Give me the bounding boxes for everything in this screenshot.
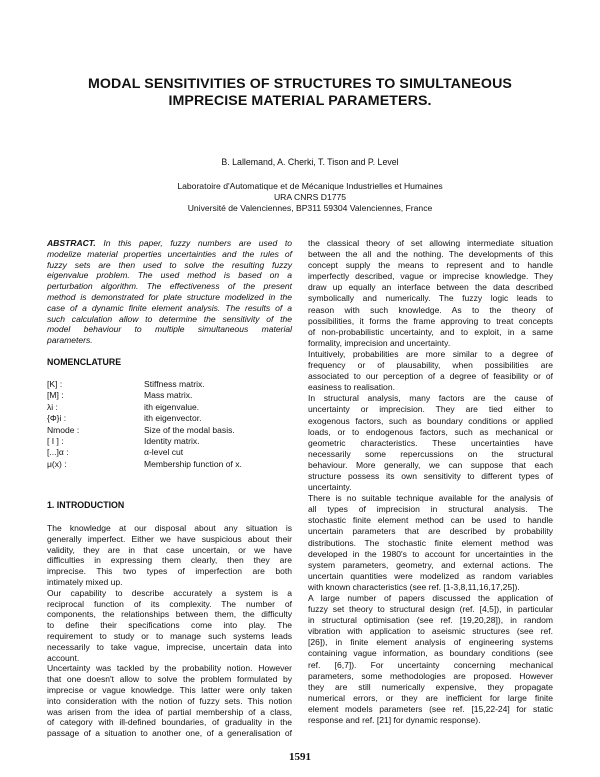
text-line: difficulties in expressing them clearly, then they are	[47, 555, 292, 566]
nomenclature-item	[47, 379, 292, 390]
abstract	[47, 238, 292, 346]
paragraph	[308, 393, 553, 493]
title-line: MODAL SENSITIVITIES OF STRUCTURES TO SIMULTANEOUS	[88, 76, 512, 92]
text-line: structure possess its own sensitivity to different types of	[308, 470, 553, 481]
text-line: Uncertainty was tackled by the probability notion. However	[47, 663, 292, 674]
nomenclature-symbol: Nmode :	[47, 424, 80, 435]
text-line: case of a dynamic finite element analysis. The results of a	[47, 302, 292, 313]
nomenclature-symbol: μ(x) :	[47, 458, 67, 469]
text-line: of category with ill-defined boundaries, of graduality in the	[47, 717, 292, 728]
text-line: distributions. The stochastic finite element method was	[308, 537, 553, 548]
text-line: imperfectly described, vague or imprecise knowledge. They	[308, 271, 553, 282]
text-line: such calculation allow to determine the sensitivity of the	[47, 313, 292, 324]
affiliation-line: Université de Valenciennes, BP311 59304 Valenciennes, France	[187, 202, 433, 213]
nomenclature-item	[47, 447, 292, 458]
text-line: [26]), in finite element analysis of engineering systems	[308, 637, 553, 648]
paper-title	[0, 76, 600, 110]
nomenclature-item	[47, 425, 292, 436]
text-line: There is no suitable technique available for the analysis of	[308, 493, 553, 504]
nomenclature-item	[47, 459, 292, 470]
paragraph	[47, 588, 292, 664]
paragraph	[308, 238, 553, 349]
text-line: vibration with application to aseismic structures (see ref.	[308, 626, 553, 637]
text-line: element models parameters (see ref. [15,22-24] for static	[308, 703, 553, 714]
nomenclature-description: ith eigenvalue.	[144, 401, 200, 412]
text-line: response and ref. [21] for dynamic response).	[308, 715, 481, 726]
introduction-text-right	[308, 238, 553, 726]
nomenclature-description: Size of the modal basis.	[144, 424, 235, 435]
text-line: reason with such knowledge. As to the theory of	[308, 304, 553, 315]
text-line: components, the relationships between them, the difficulty	[47, 609, 292, 620]
text-line: loads, or to endogenous factors, such as mechanical or	[308, 426, 553, 437]
paragraph	[308, 593, 553, 726]
text-line: they are still numerically expensive, they propagate	[308, 681, 553, 692]
text-line: necessarily to take vague, imprecise, uncertain data into	[47, 641, 292, 652]
text-line: was arisen from the idea of partial membership of a class,	[47, 706, 292, 717]
text-line: draw up equally an interface between the data described	[308, 282, 553, 293]
introduction-heading: 1. INTRODUCTION	[47, 500, 125, 511]
text-line: uncertain quantities were modelized as random variables	[308, 570, 553, 581]
text-line: passage of a situation to another one, of a generalisation of	[47, 728, 292, 739]
text-line: exogenous factors, such as boundary conditions or applied	[308, 415, 553, 426]
paragraph	[47, 523, 292, 588]
text-line: perturbation algorithm. The effectiveness of the present	[47, 281, 292, 292]
text-line: In structural analysis, many factors are the cause of	[308, 393, 553, 404]
nomenclature-description: α-level cut	[144, 447, 184, 458]
introduction-text-left	[47, 523, 292, 739]
text-line: with known characteristics (see ref. [1-3,8,11,16,17,25]).	[308, 581, 520, 592]
nomenclature-item	[47, 413, 292, 424]
nomenclature-list	[47, 379, 292, 470]
text-line: requirement to study or to manage such systems leads	[47, 631, 292, 642]
text-line: frequency or of plausability, when possibilities are	[308, 360, 553, 371]
text-line: A large number of papers discussed the application of	[308, 593, 553, 603]
left-column	[47, 238, 292, 739]
text-line: Our capability to describe accurately a system is a	[47, 587, 292, 598]
paragraph	[47, 663, 292, 739]
text-line: eigenvalue problem. The used method is based on a	[47, 270, 292, 281]
text-line: to define their specifications come into play. The	[47, 620, 292, 631]
text-line: uncertainty or imprecision. They are tied either to	[308, 404, 553, 415]
text-line: developed in the 1980's to account for uncertainties in the	[308, 548, 553, 559]
text-line: containing vague information, as boundary conditions (see	[308, 648, 553, 659]
nomenclature-description: Mass matrix.	[144, 390, 193, 401]
text-line: Intuitively, probabilities are more similar to a degree of	[308, 348, 553, 359]
nomenclature-symbol: [M] :	[47, 390, 64, 401]
affiliation-line: Laboratoire d'Automatique et de Mécanique Industrielles et Humaines	[177, 181, 443, 191]
text-line: concept supply the means to represent and to handle	[308, 260, 553, 271]
text-line: easiness to realisation.	[308, 382, 395, 393]
nomenclature-description: Identity matrix.	[144, 435, 200, 446]
text-line: The knowledge at our disposal about any situation is	[47, 523, 292, 534]
text-line: that one doesn't allow to solve the problem formulated by	[47, 674, 292, 685]
nomenclature-description: Stiffness matrix.	[144, 378, 205, 389]
text-line: between the all and the nothing. The developments of this	[308, 249, 553, 260]
text-line: the classical theory of set allowing intermediate situation	[308, 238, 553, 248]
text-line: necessarily some repercussions on the structural	[308, 448, 553, 459]
text-line: geometric characteristics. These uncertainties have	[308, 437, 553, 448]
abstract-label: ABSTRACT.	[47, 238, 96, 248]
text-line: of non-probabilistic uncertainty, and to exploit, in a same	[308, 326, 553, 337]
text-line: numerical errors, or they are inefficient for large finite	[308, 692, 553, 703]
text-line: validity, they are in that case uncertain, or we have	[47, 544, 292, 555]
text-line	[47, 238, 292, 249]
affiliation	[0, 181, 600, 213]
text-line: modelize material properties uncertainties and the rules of	[47, 248, 292, 259]
text-line: reciprocal function of its complexity. The number of	[47, 598, 292, 609]
nomenclature-symbol: [...]α :	[47, 447, 69, 458]
authors: B. Lallemand, A. Cherki, T. Tison and P. Level	[221, 157, 399, 167]
text-line: possibilities, it forms the frame approving to treat concepts	[308, 315, 553, 326]
nomenclature-item	[47, 402, 292, 413]
text-line: system parameters, geometry, and external actions. The	[308, 559, 553, 570]
nomenclature-item	[47, 436, 292, 447]
text-line: imprecise. This two types of imperfection are both	[47, 566, 292, 577]
text-line: model behaviour to multiple simultaneous material	[47, 324, 292, 335]
text-line: intimately mixed up.	[47, 577, 123, 588]
text-line: parameters.	[47, 335, 93, 346]
text-line: fuzzy set theory to structural design (ref. [4,5]), in particular	[308, 604, 553, 615]
text-line: fuzzy sets are then used to solve the resulting fuzzy	[47, 259, 292, 270]
text-line: in structural optimisation (see ref. [19,20,28]), in random	[308, 615, 553, 626]
text-line: method is demonstrated for plate structure modelized in the	[47, 291, 292, 302]
text-line: symbolically and numerically. The fuzzy logic leads to	[308, 293, 553, 304]
paragraph	[308, 349, 553, 393]
text-line: ref. [6,7]). For uncertainty concerning mechanical	[308, 659, 553, 670]
text-line: formality, imprecision and uncertainty.	[308, 337, 451, 348]
title-line: IMPRECISE MATERIAL PARAMETERS.	[168, 93, 432, 109]
nomenclature-symbol: [ I ] :	[47, 435, 64, 446]
right-column	[308, 238, 553, 726]
text-line: all types of imprecision in structural analysis. The	[308, 504, 553, 515]
affiliation-line: URA CNRS D1775	[273, 191, 347, 202]
nomenclature-symbol: {Φ}i :	[47, 413, 67, 424]
nomenclature-symbol: λi :	[47, 401, 58, 412]
paragraph	[308, 493, 553, 593]
text-line: behaviour. More generally, we can suppose that each	[308, 459, 553, 470]
text-line: uncertain parameters that are described by probability	[308, 526, 553, 537]
text-line: parameters, some methodologies are proposed. However	[308, 670, 553, 681]
text-line: imprecise or vague knowledge. This latter were only taken	[47, 685, 292, 696]
abstract-text: In this paper, fuzzy numbers are used to	[95, 238, 292, 248]
text-line: into consideration with the notion of fuzzy sets. This notion	[47, 695, 292, 706]
nomenclature-description: Membership function of x.	[144, 458, 242, 469]
nomenclature-description: ith eigenvector.	[144, 413, 202, 424]
nomenclature-symbol: [K] :	[47, 378, 63, 389]
text-line: generally imperfect. Either we have suspicious about their	[47, 533, 292, 544]
nomenclature-item	[47, 390, 292, 401]
nomenclature-heading: NOMENCLATURE	[47, 356, 122, 367]
text-line: associated to our perception of a degree of feasibility or of	[308, 371, 553, 382]
text-line: uncertainty.	[308, 482, 352, 493]
text-line: account.	[47, 652, 80, 663]
page-number: 1591	[289, 751, 311, 763]
text-line: stochastic finite element method can be used to handle	[308, 515, 553, 526]
